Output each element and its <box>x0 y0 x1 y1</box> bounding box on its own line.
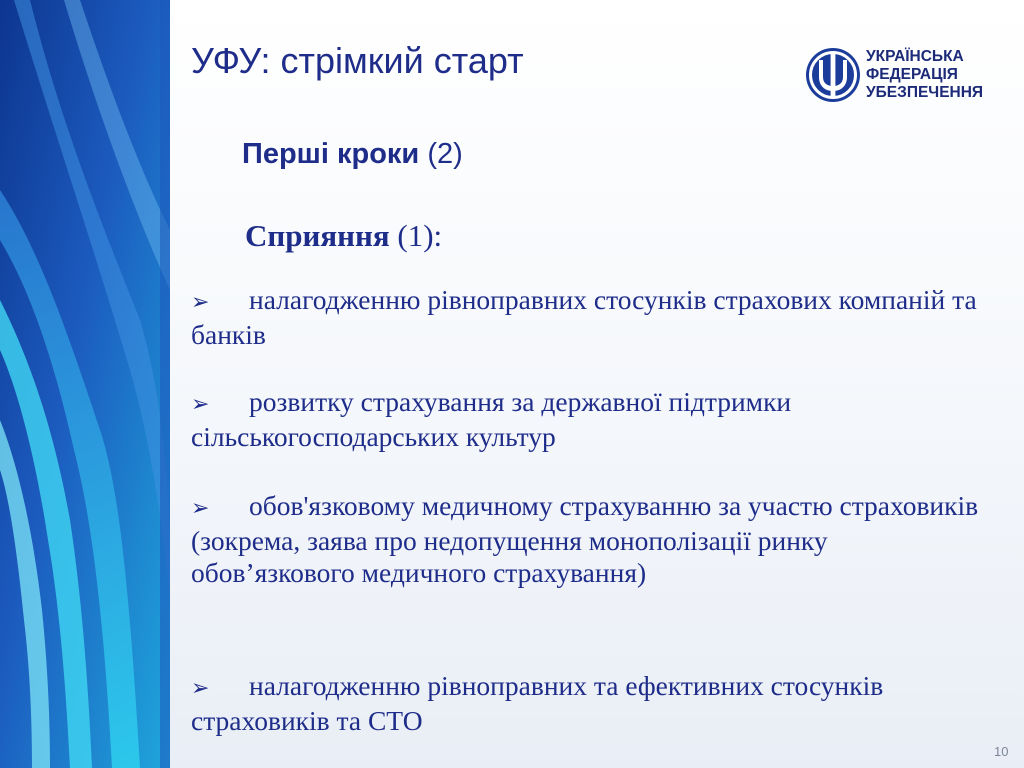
section-heading-rest: (1): <box>397 218 443 253</box>
subtitle-bold: Перші кроки <box>242 138 420 170</box>
section-heading-bold: Сприяння <box>245 218 390 253</box>
bullet-item <box>191 490 991 589</box>
section-heading <box>245 218 442 254</box>
subtitle-rest: (2) <box>427 138 463 170</box>
federation-emblem-icon <box>804 46 862 104</box>
logo-line-1: УКРАЇНСЬКА <box>866 48 964 65</box>
bullet-text: обов'язковому медичному страхуванню за участю страховиків (зокрема, заява про недопущення монополізації ринку обов’язкового медичного страхування) <box>191 490 979 588</box>
logo <box>804 44 994 106</box>
logo-line-3: УБЕЗПЕЧЕННЯ <box>866 84 984 101</box>
logo-line-2: ФЕДЕРАЦІЯ <box>866 66 958 83</box>
bullet-text: налагодженню рівноправних та ефективних стосунків страховиків та СТО <box>191 670 884 736</box>
bullet-text: розвитку страхування за державної підтримки сільськогосподарських культур <box>191 386 792 452</box>
bullet-item <box>191 284 991 351</box>
logo-text <box>866 48 983 102</box>
page-number: 10 <box>994 744 1009 759</box>
slide-subtitle <box>242 138 463 171</box>
bullet-text: налагодженню рівноправних стосунків страхових компаній та банків <box>191 284 977 350</box>
arrow-bullet-icon: ➢ <box>191 392 210 417</box>
bullet-item <box>191 670 991 737</box>
arrow-bullet-icon: ➢ <box>191 496 210 521</box>
arrow-bullet-icon: ➢ <box>191 290 210 315</box>
slide-title: УФУ: стрімкий старт <box>191 40 524 81</box>
arrow-bullet-icon: ➢ <box>191 676 210 701</box>
bullet-item <box>191 386 991 453</box>
